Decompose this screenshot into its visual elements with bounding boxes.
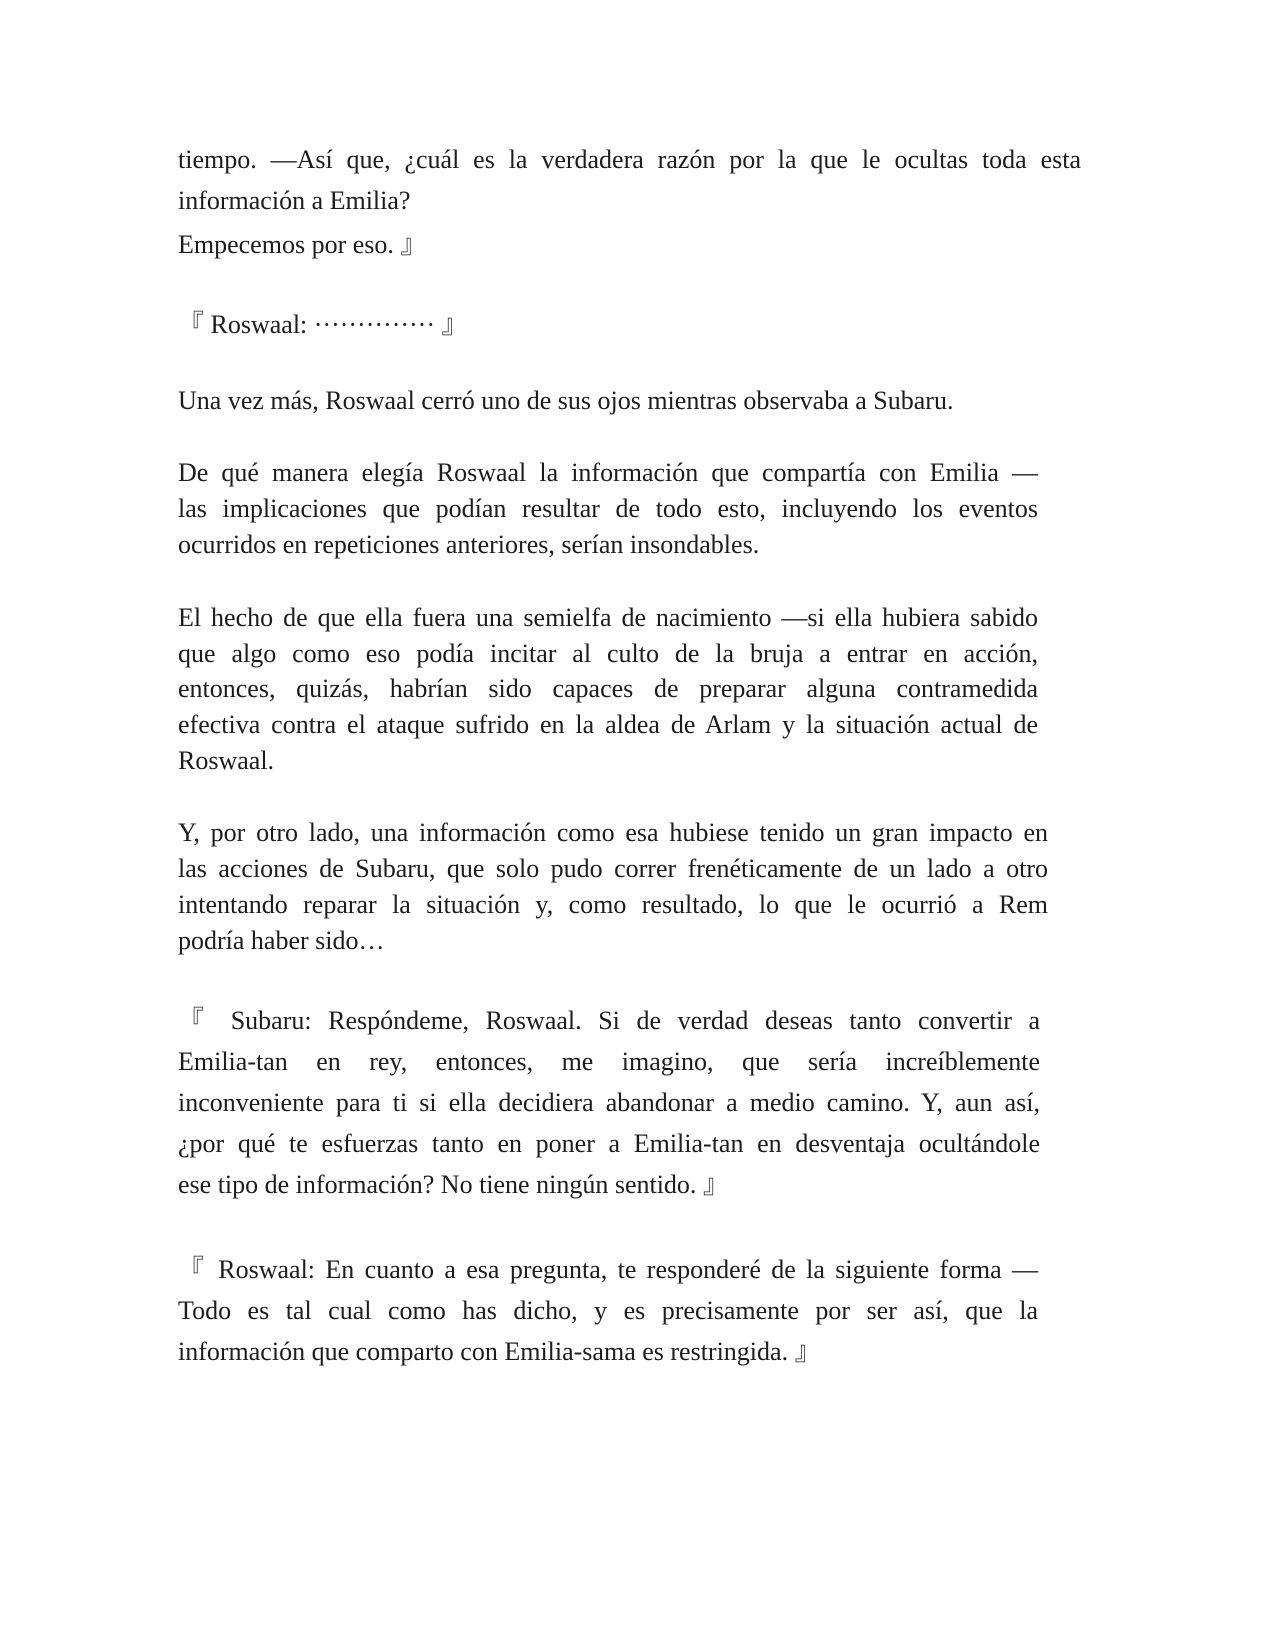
text-line: podría haber sido… bbox=[178, 926, 385, 955]
text-line: que algo como eso podía incitar al culto de la bruja a entrar en acción, bbox=[178, 639, 1038, 668]
text-line: tiempo. —Así que, ¿cuál es la verdadera razón por la que le ocultas toda esta bbox=[178, 145, 1081, 174]
dialogue-line: 『 Subaru: Respóndeme, Roswaal. Si de verdad deseas tanto convertir a bbox=[178, 1006, 1040, 1035]
dialogue-line: Emilia-tan en rey, entonces, me imagino, que sería increíblemente bbox=[178, 1047, 1040, 1076]
dialogue-line: ese tipo de información? No tiene ningún sentido. 』 bbox=[178, 1170, 729, 1199]
text-line: Una vez más, Roswaal cerró uno de sus ojos mientras observaba a Subaru. bbox=[178, 386, 954, 415]
text-line: Y, por otro lado, una información como esa hubiese tenido un gran impacto en bbox=[178, 818, 1048, 847]
text-line: entonces, quizás, habrían sido capaces de preparar alguna contramedida bbox=[178, 674, 1038, 703]
dialogue-line: 『 Roswaal: En cuanto a esa pregunta, te responderé de la siguiente forma — bbox=[178, 1255, 1038, 1284]
text-line: ocurridos en repeticiones anteriores, serían insondables. bbox=[178, 530, 760, 559]
text-line: Empecemos por eso. 』 bbox=[178, 230, 427, 259]
text-line: las acciones de Subaru, que solo pudo correr frenéticamente de un lado a otro bbox=[178, 854, 1048, 883]
dialogue-line: 『 Roswaal: ·············· 』 bbox=[178, 310, 468, 339]
dialogue-line: información que comparto con Emilia-sama es restringida. 』 bbox=[178, 1337, 821, 1366]
dialogue-line: inconveniente para ti si ella decidiera abandonar a medio camino. Y, aun así, bbox=[178, 1088, 1040, 1117]
text-line: las implicaciones que podían resultar de todo esto, incluyendo los eventos bbox=[178, 494, 1038, 523]
text-line: De qué manera elegía Roswaal la información que compartía con Emilia — bbox=[178, 458, 1038, 487]
text-line: Roswaal. bbox=[178, 746, 275, 775]
text-line: intentando reparar la situación y, como resultado, lo que le ocurrió a Rem bbox=[178, 890, 1048, 919]
dialogue-line: Todo es tal cual como has dicho, y es precisamente por ser así, que la bbox=[178, 1296, 1038, 1325]
dialogue-line: ¿por qué te esfuerzas tanto en poner a Emilia-tan en desventaja ocultándole bbox=[178, 1129, 1040, 1158]
text-line: efectiva contra el ataque sufrido en la aldea de Arlam y la situación actual de bbox=[178, 710, 1038, 739]
text-line: El hecho de que ella fuera una semielfa de nacimiento —si ella hubiera sabido bbox=[178, 603, 1038, 632]
text-line: información a Emilia? bbox=[178, 186, 411, 215]
